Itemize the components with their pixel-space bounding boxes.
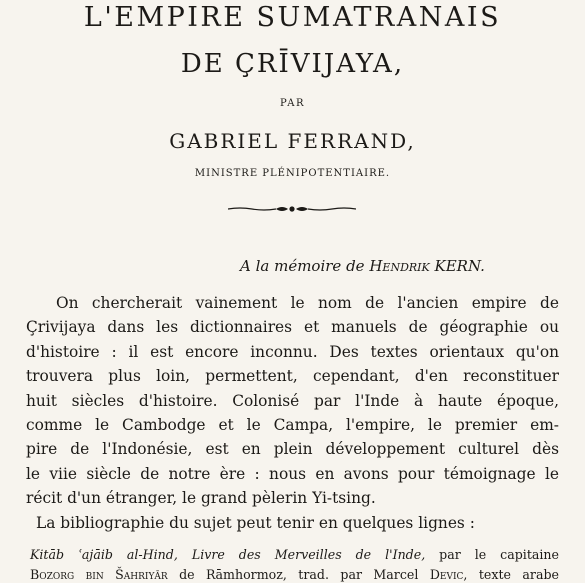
bibliography-title: Kitāb ʿajāib al-Hind, Livre des Merveilles de l'Inde, <box>30 547 426 562</box>
bibliography-line <box>30 565 559 583</box>
bibliography-text: , texte arabe <box>463 567 559 582</box>
body-paragraph <box>26 291 559 535</box>
body-line: trouvera plus loin, permettent, cependant, d'en reconstituer <box>26 367 559 386</box>
dedication-prefix: A la mémoire de <box>240 257 365 275</box>
bibliography-line <box>30 545 559 565</box>
body-line: huit siècles d'histoire. Colonisé par l'Inde à haute époque, <box>26 391 559 410</box>
body-line: le viie siècle de notre ère : nous en avons pour témoignage le <box>26 464 559 483</box>
body-line: comme le Cambodge et le Campa, l'empire, le premier em- <box>26 416 559 435</box>
body-line: La bibliographie du sujet peut tenir en quelques lignes : <box>36 513 475 532</box>
dedication-name: Hendrik KERN. <box>369 257 485 275</box>
article-subtitle: DE ÇRĪVIJAYA, <box>180 49 405 79</box>
body-line: Çrivijaya dans les dictionnaires et manuels de géographie ou <box>26 318 559 337</box>
ornament-divider-icon <box>228 204 356 214</box>
dedication <box>240 257 485 275</box>
body-line: d'histoire : il est encore inconnu. Des textes orientaux qu'on <box>26 342 559 361</box>
author-title: MINISTRE PLÉNIPOTENTIAIRE. <box>194 168 391 179</box>
bibliography-entry <box>30 545 559 583</box>
article-title: L'EMPIRE SUMATRANAIS <box>83 2 502 33</box>
bibliography-text: par le capitaine <box>439 547 559 562</box>
by-label: PAR <box>279 98 306 109</box>
body-line: On chercherait vainement le nom de l'ancien empire de <box>56 294 559 312</box>
author-name: GABRIEL FERRAND, <box>169 129 416 153</box>
body-line: pire de l'Indonésie, est en plein développement culturel dès <box>26 440 559 459</box>
bibliography-translator: Devic <box>429 567 464 582</box>
body-line: récit d'un étranger, le grand pèlerin Yi-tsing. <box>26 489 376 508</box>
bibliography-author: Bozorg bin Šahriyār <box>30 567 168 582</box>
bibliography-text: de Rāmhormoz, trad. par Marcel <box>179 567 419 582</box>
